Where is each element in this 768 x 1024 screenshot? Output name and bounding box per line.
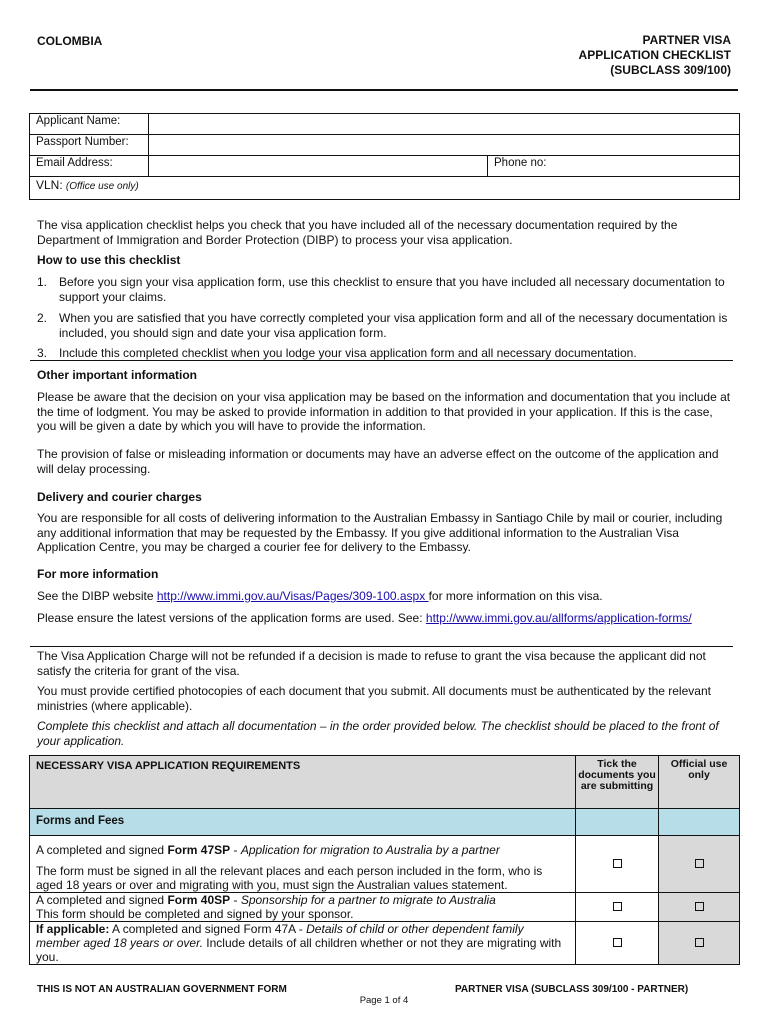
form-47sp-official-cell bbox=[659, 836, 740, 893]
form-40sp-official-cell bbox=[659, 893, 740, 922]
forms-link[interactable]: http://www.immi.gov.au/allforms/application-forms/ bbox=[425, 611, 692, 625]
step-1: 1. Before you sign your visa application form, use this checklist to ensure that you have included all necessary documentation to support your claims. bbox=[37, 275, 725, 304]
delivery-paragraph: You are responsible for all costs of delivering information to the Australian Embassy in Santiago Chile by mail or courier, including any additional information that may be requested by the Embassy. If you give additional information to the Australian Visa Application Centre, you may be charged a courier fee for delivery to the Embassy. bbox=[37, 511, 723, 554]
passport-number-label: Passport Number: bbox=[30, 135, 149, 156]
other-info-paragraph-2: The provision of false or misleading information or documents may have an adverse effect on the outcome of the application and will delay processing. bbox=[37, 447, 719, 476]
vln-label: VLN: bbox=[36, 178, 63, 192]
form-40sp-row bbox=[30, 893, 576, 922]
form-40sp-note: This form should be completed and signed by your sponsor. bbox=[36, 907, 354, 921]
tick-column-header: Tick the documents you are submitting bbox=[576, 756, 659, 809]
form-47sp-tick-cell bbox=[576, 836, 659, 893]
section-divider bbox=[30, 646, 733, 647]
form-47sp-official-checkbox bbox=[695, 859, 704, 868]
vln-note: (Office use only) bbox=[65, 181, 139, 192]
form-40sp-title: A completed and signed Form 40SP - Sponsorship for a partner to migrate to Australia bbox=[36, 893, 496, 907]
step-2: 2. When you are satisfied that you have correctly completed your visa application form and all of the necessary documentation is included, you should sign and date your visa application form. bbox=[37, 311, 728, 340]
title-line-3: (SUBCLASS 309/100) bbox=[610, 63, 731, 77]
applicant-details-table bbox=[29, 113, 740, 200]
footer-disclaimer: THIS IS NOT AN AUSTRALIAN GOVERNMENT FORM bbox=[37, 984, 287, 995]
how-to-heading: How to use this checklist bbox=[37, 253, 181, 267]
form-47a-row: If applicable: A completed and signed Form 47A - Details of child or other dependent family member aged 18 years or over. Include details of all children whether or not they are migrating with you. bbox=[30, 922, 576, 965]
form-47a-tick-cell bbox=[576, 922, 659, 965]
phone-field[interactable] bbox=[488, 156, 740, 177]
document-title bbox=[579, 33, 731, 78]
intro-paragraph: The visa application checklist helps you check that you have included all of the necessary documentation required by the Department of Immigration and Border Protection (DIBP) to process your visa application. bbox=[37, 218, 678, 247]
more-info-line-2: Please ensure the latest versions of the application forms are used. See: http://www.immi.gov.au/allforms/application-forms/ bbox=[37, 611, 692, 625]
delivery-heading: Delivery and courier charges bbox=[37, 490, 202, 504]
form-40sp-tick-cell bbox=[576, 893, 659, 922]
step-3: 3. Include this completed checklist when you lodge your visa application form and all necessary documentation. bbox=[37, 346, 637, 360]
how-to-steps bbox=[37, 275, 731, 367]
requirements-table bbox=[29, 755, 740, 965]
country-label: COLOMBIA bbox=[37, 34, 103, 48]
form-47sp-note: The form must be signed in all the relevant places and each person included in the form, who is aged 18 years or over and migrating with you, must sign the Australian values statement. bbox=[36, 864, 543, 892]
form-47sp-checkbox[interactable] bbox=[613, 859, 622, 868]
email-address-label: Email Address: bbox=[30, 156, 149, 177]
form-47sp-title: A completed and signed Form 47SP - Application for migration to Australia by a partner bbox=[36, 843, 500, 857]
section-blank-cell bbox=[659, 809, 740, 836]
complete-checklist-instruction: Complete this checklist and attach all documentation – in the order provided below. The checklist should be placed to the front of your application. bbox=[37, 719, 719, 748]
phone-label: Phone no: bbox=[494, 157, 547, 169]
certified-copies-paragraph: You must provide certified photocopies of each document that you submit. All documents must be authenticated by the relevant ministries (where applicable). bbox=[37, 684, 711, 713]
other-info-heading: Other important information bbox=[37, 368, 197, 382]
section-blank-cell bbox=[576, 809, 659, 836]
official-use-column-header: Official use only bbox=[659, 756, 740, 809]
form-40sp-official-checkbox bbox=[695, 902, 704, 911]
requirements-column-header: NECESSARY VISA APPLICATION REQUIREMENTS bbox=[30, 756, 576, 809]
more-info-heading: For more information bbox=[37, 567, 159, 581]
passport-number-field[interactable] bbox=[149, 135, 740, 156]
email-address-field[interactable] bbox=[149, 156, 488, 177]
applicant-name-field[interactable] bbox=[149, 114, 740, 135]
form-40sp-checkbox[interactable] bbox=[613, 902, 622, 911]
form-47a-checkbox[interactable] bbox=[613, 938, 622, 947]
section-divider bbox=[30, 360, 733, 361]
visa-info-link[interactable]: http://www.immi.gov.au/Visas/Pages/309-100.aspx bbox=[156, 589, 429, 603]
form-47a-official-checkbox bbox=[695, 938, 704, 947]
form-47sp-row bbox=[30, 836, 576, 893]
form-47a-official-cell bbox=[659, 922, 740, 965]
footer-form-title: PARTNER VISA (SUBCLASS 309/100 - PARTNER) bbox=[455, 984, 689, 995]
applicant-name-label: Applicant Name: bbox=[30, 114, 149, 135]
title-line-2: APPLICATION CHECKLIST bbox=[578, 48, 731, 62]
vln-field[interactable] bbox=[30, 177, 740, 200]
header-divider bbox=[30, 89, 738, 91]
more-info-line-1: See the DIBP website http://www.immi.gov.au/Visas/Pages/309-100.aspx for more information on this visa. bbox=[37, 589, 603, 603]
page-number: Page 1 of 4 bbox=[359, 995, 409, 1006]
title-line-1: PARTNER VISA bbox=[642, 33, 731, 47]
charge-paragraph: The Visa Application Charge will not be refunded if a decision is made to refuse to grant the visa because the applicant did not satisfy the criteria for grant of the visa. bbox=[37, 649, 706, 678]
other-info-paragraph-1: Please be aware that the decision on your visa application may be based on the information and documentation that you include at the time of lodgment. You may be asked to provide information in addition to that provided in your application. If this is the case, you will be given a date by which you will have to provide the information. bbox=[37, 390, 731, 433]
forms-and-fees-section: Forms and Fees bbox=[30, 809, 576, 836]
